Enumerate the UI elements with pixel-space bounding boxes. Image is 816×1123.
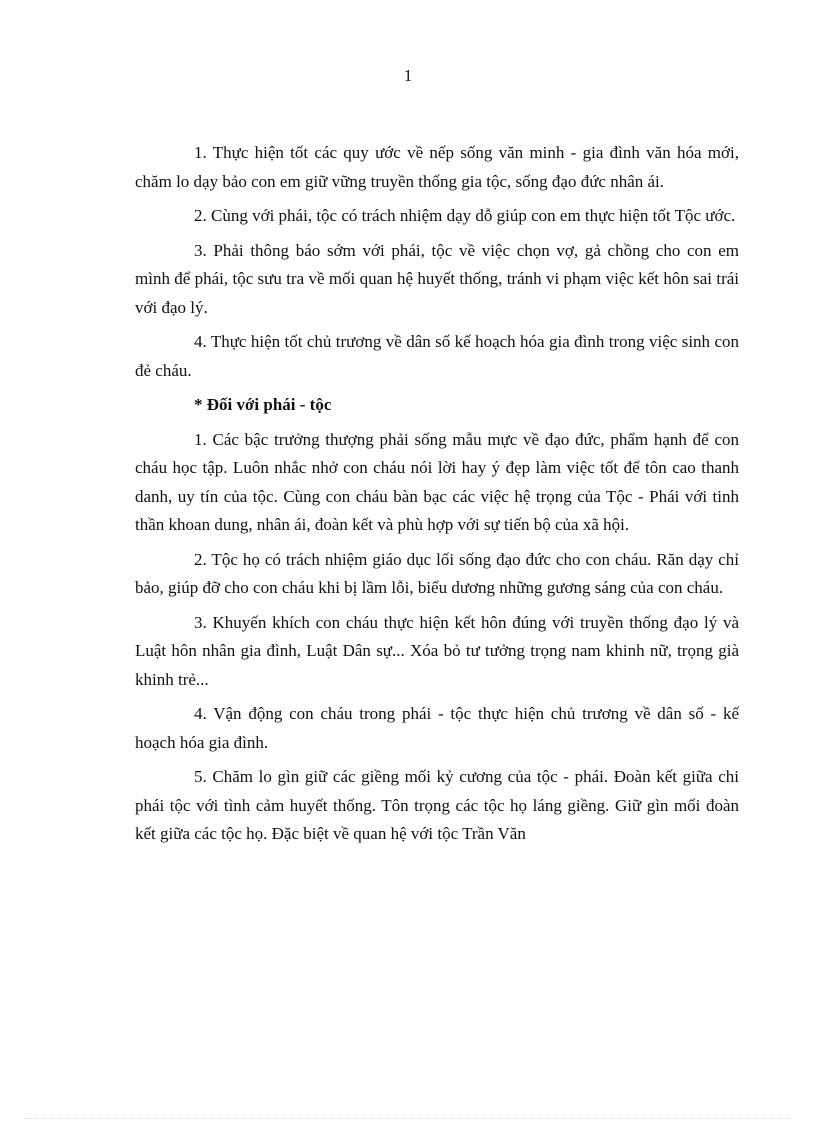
paragraph-2: 2. Cùng với phái, tộc có trách nhiệm dạy dỗ giúp con em thực hiện tốt Tộc ước. — [194, 206, 736, 225]
section-paragraph-2: 2. Tộc họ có trách nhiệm giáo dục lối sống đạo đức cho con cháu. Răn dạy chỉ bảo, giúp đỡ cho con cháu khi bị lầm lỗi, biểu dương những gương sáng của con cháu. — [135, 549, 739, 597]
section-paragraph-3: 3. Khuyến khích con cháu thực hiện kết hôn đúng với truyền thống đạo lý và Luật hôn nhân gia đình, Luật Dân sự... Xóa bỏ tư tưởng trọng nam khinh nữ, trọng già khinh trẻ... — [135, 612, 739, 689]
page-number: 1 — [403, 66, 413, 85]
paragraph-1: 1. Thực hiện tốt các quy ước về nếp sống văn minh - gia đình văn hóa mới, chăm lo dạy bảo con em giữ vững truyền thống gia tộc, sống đạo đức nhân ái. — [135, 143, 739, 191]
paragraph-4: 4. Thực hiện tốt chủ trương về dân số kế hoạch hóa gia đình trong việc sinh con đẻ cháu. — [135, 332, 739, 380]
paragraph-3: 3. Phải thông báo sớm với phái, tộc về việc chọn vợ, gả chồng cho con em mình để phái, tộc sưu tra về mối quan hệ huyết thống, tránh vi phạm việc kết hôn sai trái với đạo lý. — [135, 240, 739, 317]
section-paragraph-1: 1. Các bậc trưởng thượng phải sống mẫu mực về đạo đức, phẩm hạnh để con cháu học tập. Luôn nhắc nhở con cháu nói lời hay ý đẹp làm việc tốt để tôn cao thanh danh, uy tín của tộc. Cùng con cháu bàn bạc các việc hệ trọng của Tộc - Phái với tinh thần khoan dung, nhân ái, đoàn kết và phù hợp với sự tiến bộ của xã hội. — [135, 429, 739, 534]
section-paragraph-4: 4. Vận động con cháu trong phái - tộc thực hiện chủ trương về dân số - kế hoạch hóa gia đình. — [135, 704, 739, 752]
footer-divider — [24, 1118, 792, 1119]
document-body — [135, 139, 739, 855]
section-paragraph-5: 5. Chăm lo gìn giữ các giềng mối kỷ cương của tộc - phái. Đoàn kết giữa chi phái tộc với tình cảm huyết thống. Tôn trọng các tộc họ láng giềng. Giữ gìn mối đoàn kết giữa các tộc họ. Đặc biệt về quan hệ với tộc Trần Văn — [135, 767, 739, 843]
section-heading: * Đối với phái - tộc — [194, 395, 332, 414]
